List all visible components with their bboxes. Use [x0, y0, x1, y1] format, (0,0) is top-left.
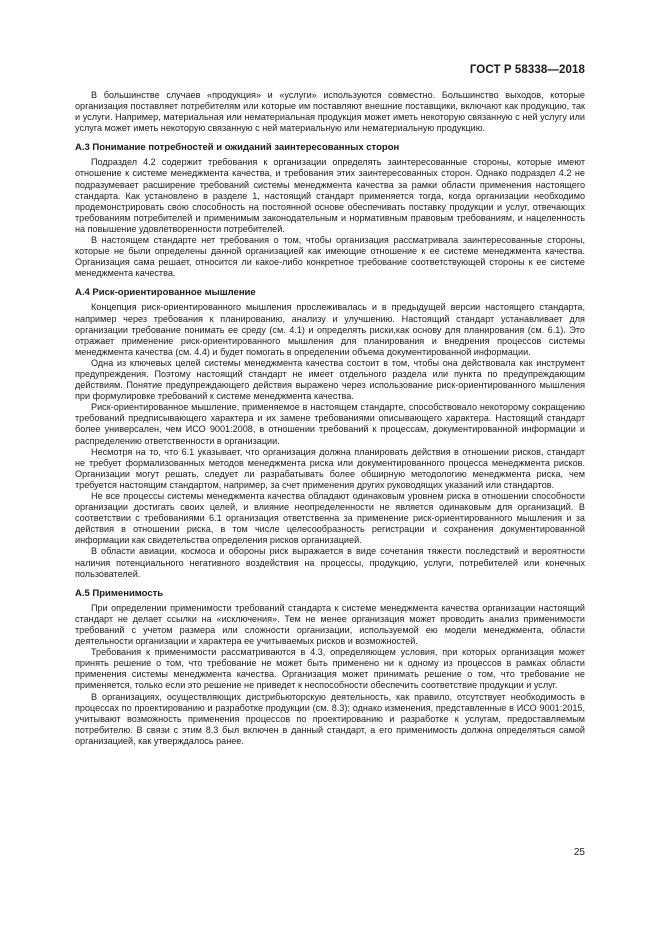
paragraph: При определении применимости требований стандарта к системе менеджмента качества организации настоящий стандарт не делает ссылки на «исключения». Тем не менее организация может проводить анализ применимости требований с учетом размера или сложности организации, используемой ею модели менеджмента, области деятельности организации и характера ее учитываемых рисков и возможностей. — [75, 602, 585, 647]
paragraph: Не все процессы системы менеджмента качества обладают одинаковым уровнем риска в отношении способности организации достигать своих целей, и влияние неопределенности не является одинаковым для организаций. В соответствии с требованиями 6.1 организация ответственна за применение риск-ориентированного мышления и за действия в отношении риска, в том числе целесообразность регистрации и сохранения документированной информации как свидетельства определения рисков организацией. — [75, 491, 585, 546]
paragraph: Риск-ориентированное мышление, применяемое в настоящем стандарте, способствовало некоторому сокращению требований предписывающего характера и их замене требованиями описывающего характера. Настоящий стандарт более универсален, чем ИСО 9001:2008, в отношении требований к процессам, документированной информации и распределению ответственности в организации. — [75, 402, 585, 446]
paragraph: В настоящем стандарте нет требования о том, чтобы организация рассматривала заинтересованные стороны, которые не были определены данной организацией как имеющие отношение к ее системе менеджмента качества. Организация сама решает, относится ли какое-либо конкретное требование соответствующей стороны к ее системе менеджмента качества. — [75, 235, 585, 279]
page-number: 25 — [573, 847, 585, 858]
paragraph: В большинстве случаев «продукция» и «услуги» используются совместно. Большинство выходов, которые организация поставляет потребителям или которые им поставляют внешние поставщики, включают как продукцию, так и услуги. Например, материальная или нематериальная продукция может иметь некоторую связанную с ней услугу или услуга может иметь некоторую связанную с ней материальную или нематериальную продукцию. — [75, 90, 585, 134]
section-heading: А.4 Риск-ориентированное мышление — [75, 287, 256, 299]
paragraph: Несмотря на то, что 6.1 указывает, что организация должна планировать действия в отношении рисков, стандарт не требует формализованных методов менеджмента риска или документированного процесса менеджмента рисков. Организации могут решать, следует ли разрабатывать более обширную методологию менеджмента риска, чем требуется настоящим стандартом, например, за счет применения других руководящих указаний или стандартов. — [75, 446, 585, 490]
paragraph: Требования к применимости рассматриваются в 4.3, определяющем условия, при которых организация может принять решение о том, что требование не может быть применено ни к одному из процессов в рамках области применения системы менеджмента качества. Организация может принимать решение о том, что требование не применяется, только если это решение не приведет к неспособности обеспечить соответствие продукции и услуг. — [75, 647, 585, 691]
paragraph: Подраздел 4.2 содержит требования к организации определять заинтересованные стороны, которые имеют отношение к системе менеджмента качества, и требования этих заинтересованных сторон. Однако подраздел 4.2 не подразумевает расширение требований системы менеджмента качества за рамки области применения настоящего стандарта. Как установлено в разделе 1, настоящий стандарт применяется тогда, когда организации необходимо продемонстрировать свою способность на постоянной основе обеспечивать поставку продукции и услуг, отвечающих требованиям потребителей и применимым законодательным и нормативным правовым требованиям, и нацеленность на повышение удовлетворенности потребителей. — [75, 157, 585, 234]
paragraph: Одна из ключевых целей системы менеджмента качества состоит в том, чтобы она действовала как инструмент предупреждения. Поэтому настоящий стандарт не имеет отдельного раздела или пункта по предупреждающим действиям. Понятие предупреждающего действия выражено через использование риск-ориентированного мышления при формулировке требований к системе менеджмента качества. — [75, 357, 585, 402]
paragraph: В организациях, осуществляющих дистрибьюторскую деятельность, как правило, отсутствует необходимость в процессах по проектированию и разработке продукции (см. 8.3); однако изменения, представленные в ИСО 9001:2015, учитывают возможность применения процессов по проектированию и разработке к услугам, предоставляемым потребителю. В связи с этим 8.3 был включен в данный стандарт, а его применимость должна определяться самой организацией, как утверждалось ранее. — [75, 691, 585, 746]
section-heading: А.3 Понимание потребностей и ожиданий заинтересованных сторон — [75, 142, 400, 154]
section-heading: А.5 Применимость — [75, 587, 164, 599]
document-header: ГОСТ Р 58338—2018 — [469, 64, 585, 76]
paragraph: Концепция риск-ориентированного мышления прослеживалась и в предыдущей версии настоящего стандарта, например через требования к планированию, анализу и улучшению. Настоящий стандарт устанавливает для организации требование понимать ее среду (см. 4.1) и определять риски,как основу для планирования (см. 6.1). Это отражает применение риск-ориентированного мышления для планирования и внедрения процессов системы менеджмента качества (см. 4.4) и будет помогать в определении объема документированной информации. — [75, 302, 585, 357]
paragraph: В области авиации, космоса и обороны риск выражается в виде сочетания тяжести последствий и вероятности наличия потенциального негативного воздействия на процессы, продукцию, услуги, потребителей или конечных пользователей. — [75, 546, 585, 579]
document-body — [75, 90, 585, 747]
